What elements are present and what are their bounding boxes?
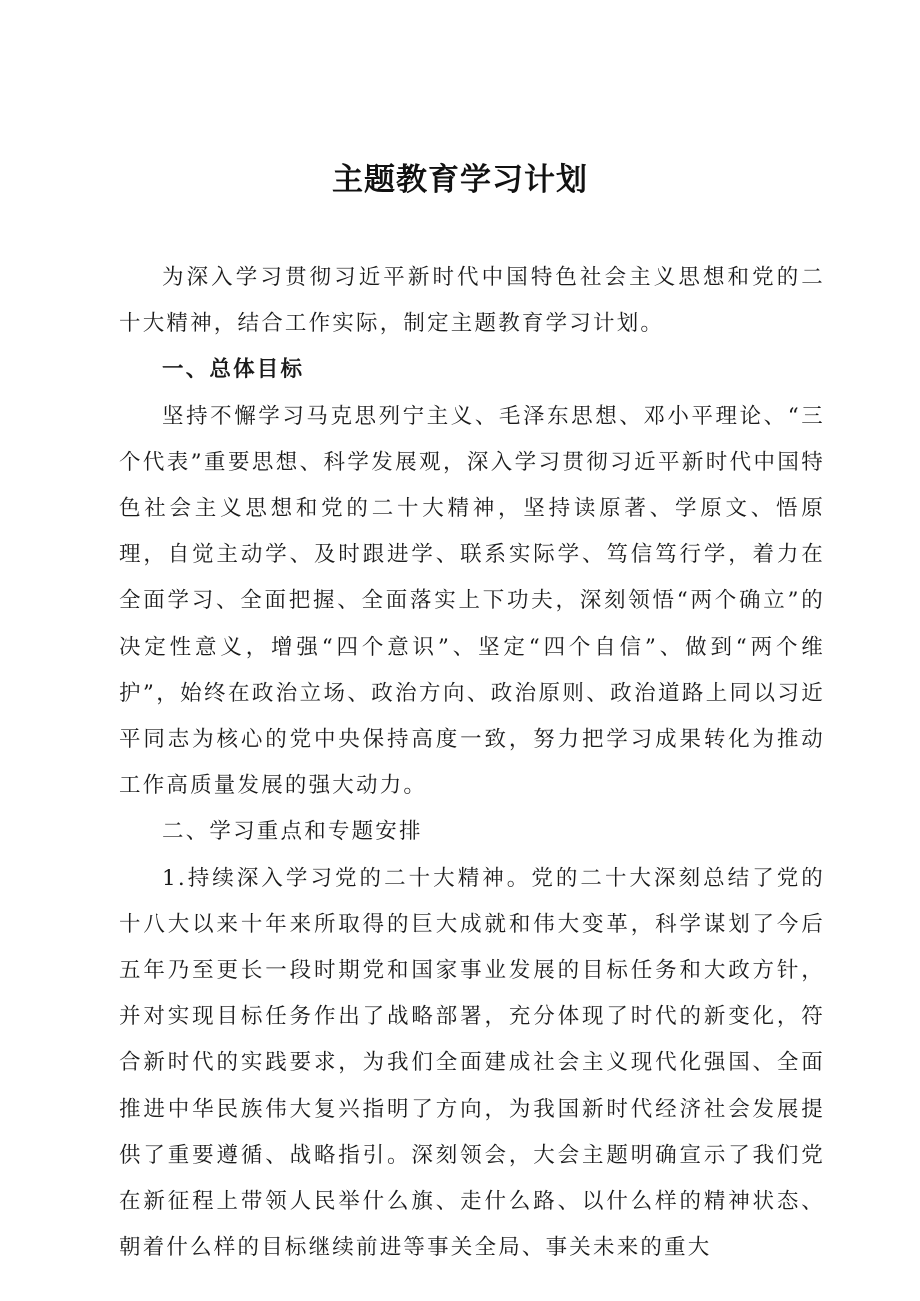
section-heading-overall-goal: 一、总体目标 xyxy=(162,357,305,383)
document-title: 主题教育学习计划 xyxy=(332,162,588,198)
overall-goal-paragraph: 坚持不懈学习马克思列宁主义、毛泽东思想、邓小平理论、“三个代表”重要思想、科学发展观，深入学习贯彻习近平新时代中国特色社会主义思想和党的二十大精神，坚持读原著、学原文、悟原理，自觉主动学、及时跟进学、联系实际学、笃信笃行学，着力在全面学习、全面把握、全面落实上下功夫，深刻领悟“两个确立”的决定性意义，增强“四个意识”、坚定“四个自信”、做到“两个维护”，始终在政治立场、政治方向、政治原则、政治道路上同以习近平同志为核心的党中央保持高度一致，努力把学习成果转化为推动工作高质量发展的强大动力。 xyxy=(119,403,825,799)
section-heading-study-focus: 二、学习重点和专题安排 xyxy=(162,819,423,845)
document-body xyxy=(119,255,825,1271)
intro-paragraph: 为深入学习贯彻习近平新时代中国特色社会主义思想和党的二十大精神，结合工作实际，制定主题教育学习计划。 xyxy=(119,265,825,337)
study-focus-item-1: 1.持续深入学习党的二十大精神。党的二十大深刻总结了党的十八大以来十年来所取得的巨大成就和伟大变革，科学谋划了今后五年乃至更长一段时期党和国家事业发展的目标任务和大政方针，并对实现目标任务作出了战略部署，充分体现了时代的新变化，符合新时代的实践要求，为我们全面建成社会主义现代化强国、全面推进中华民族伟大复兴指明了方向，为我国新时代经济社会发展提供了重要遵循、战略指引。深刻领会，大会主题明确宣示了我们党在新征程上带领人民举什么旗、走什么路、以什么样的精神状态、朝着什么样的目标继续前进等事关全局、事关未来的重大 xyxy=(119,865,825,1261)
